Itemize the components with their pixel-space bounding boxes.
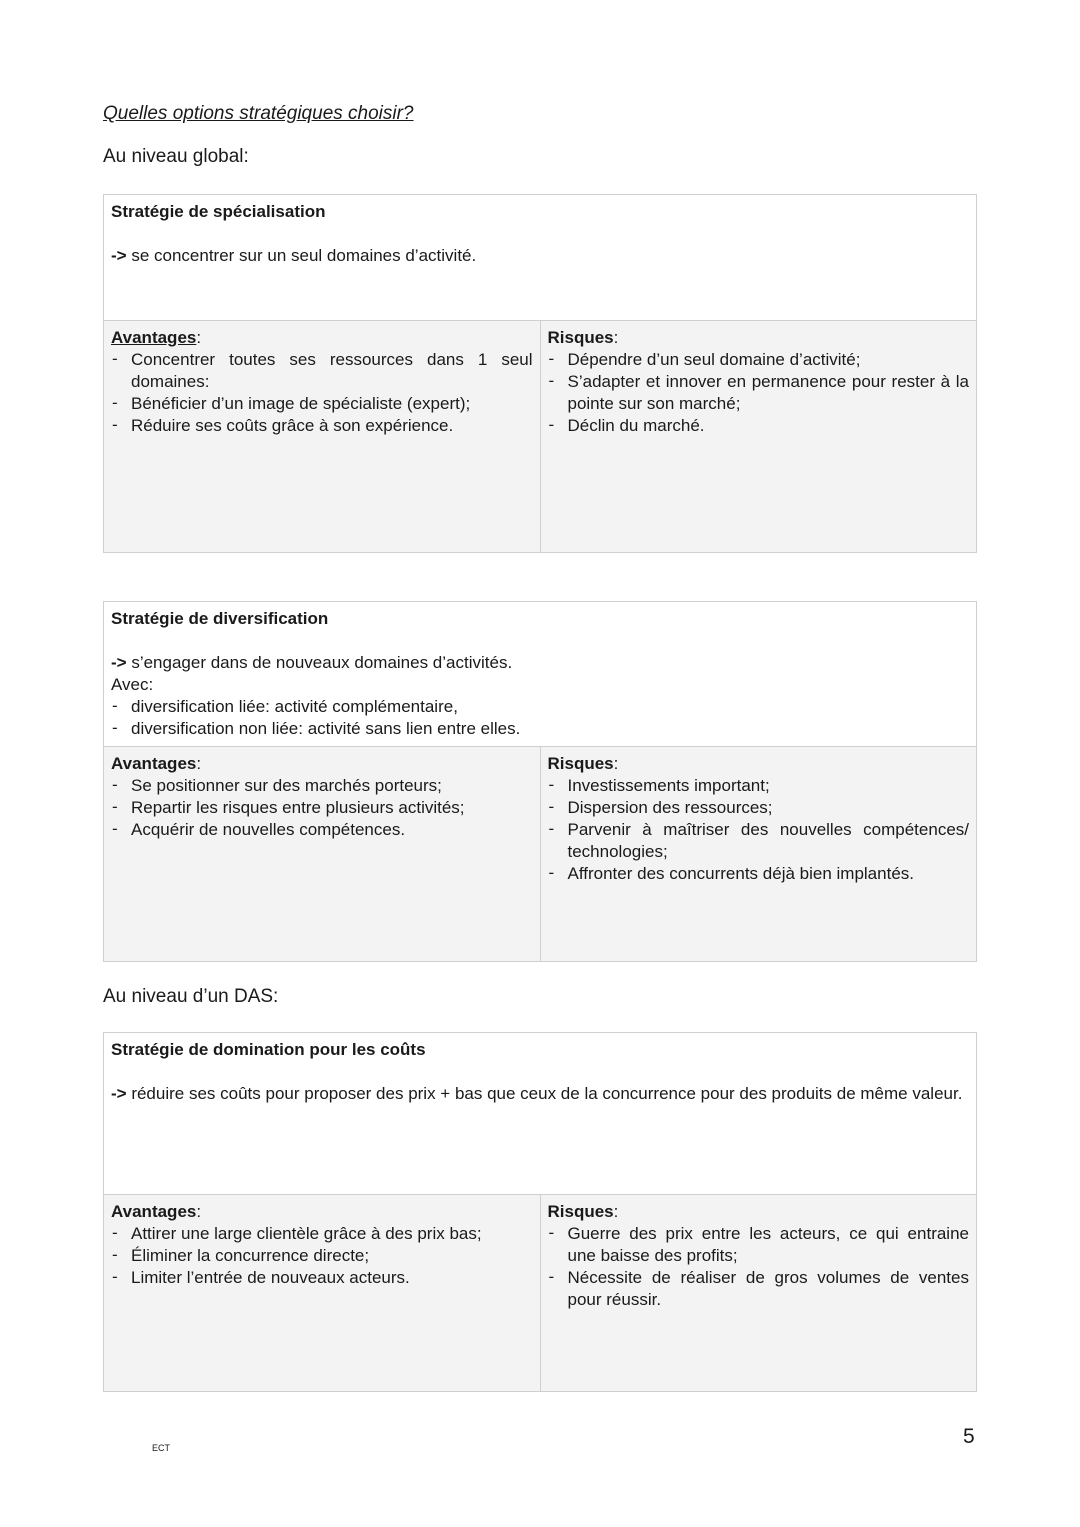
list-item: - Repartir les risques entre plusieurs activités;	[111, 797, 533, 819]
definition-list	[111, 696, 969, 740]
list-item: - Attirer une large clientèle grâce à des prix bas;	[111, 1223, 533, 1245]
list-item: - Éliminer la concurrence directe;	[111, 1245, 533, 1267]
strategy-definition-cell	[104, 1033, 977, 1195]
list-item: - Guerre des prix entre les acteurs, ce qui entraine une baisse des profits;	[548, 1223, 970, 1267]
strategy-table-domination-couts	[103, 1032, 977, 1392]
strategy-heading: Stratégie de diversification	[111, 609, 329, 628]
risks-label: Risques	[547, 328, 614, 347]
advantages-cell	[104, 321, 541, 553]
list-item: - Nécessite de réaliser de gros volumes de ventes pour réussir.	[548, 1267, 970, 1311]
list-item: - Parvenir à maîtriser des nouvelles compétences/ technologies;	[548, 819, 970, 863]
list-item: - Réduire ses coûts grâce à son expérience.	[111, 415, 533, 437]
footer-label: ECT	[152, 1443, 170, 1453]
level-das-heading: Au niveau d’un DAS:	[103, 986, 279, 1007]
advantages-label: Avantages	[111, 1202, 197, 1221]
strategy-definition	[111, 1083, 969, 1105]
advantages-label: Avantages	[111, 754, 197, 773]
list-item: - Dépendre d’un seul domaine d’activité;	[548, 349, 970, 371]
strategy-heading: Stratégie de spécialisation	[111, 202, 326, 221]
definition-text: réduire ses coûts pour proposer des prix + bas que ceux de la concurrence pour des produits de même valeur.	[126, 1084, 963, 1103]
arrow-marker: ->	[111, 246, 127, 265]
page-number: 5	[963, 1425, 975, 1448]
list-item: - diversification non liée: activité sans lien entre elles.	[111, 718, 969, 740]
strategy-definition	[111, 652, 969, 674]
strategy-definition-cell	[104, 602, 977, 747]
advantages-label-line: Avantages:	[111, 754, 202, 773]
list-item: - Déclin du marché.	[548, 415, 970, 437]
advantages-label-line: Avantages:	[111, 328, 202, 347]
list-item: - Bénéficier d’un image de spécialiste (expert);	[111, 393, 533, 415]
definition-text: s’engager dans de nouveaux domaines d’activités.	[126, 653, 513, 672]
strategy-definition	[111, 245, 969, 267]
list-item: - Affronter des concurrents déjà bien implantés.	[548, 863, 970, 885]
risks-label-line: Risques:	[547, 754, 619, 773]
risks-label-line: Risques:	[547, 1202, 619, 1221]
advantages-cell	[104, 1195, 541, 1392]
list-item: - Limiter l’entrée de nouveaux acteurs.	[111, 1267, 533, 1289]
strategy-table-diversification	[103, 601, 977, 962]
risks-list	[548, 775, 970, 885]
risks-cell	[540, 1195, 977, 1392]
advantages-list	[111, 349, 533, 437]
risks-cell	[540, 747, 977, 962]
risks-cell	[540, 321, 977, 553]
level-global-heading: Au niveau global:	[103, 146, 249, 167]
risks-label: Risques	[547, 754, 614, 773]
section-title: Quelles options stratégiques choisir?	[103, 103, 414, 124]
advantages-cell	[104, 747, 541, 962]
risks-label-line: Risques:	[547, 328, 619, 347]
list-item: - Dispersion des ressources;	[548, 797, 970, 819]
risks-list	[548, 1223, 970, 1311]
arrow-marker: ->	[111, 653, 127, 672]
strategy-table-specialisation	[103, 194, 977, 553]
strategy-definition-cell	[104, 195, 977, 321]
list-item: - Acquérir de nouvelles compétences.	[111, 819, 533, 841]
advantages-list	[111, 775, 533, 841]
list-item: - Se positionner sur des marchés porteurs;	[111, 775, 533, 797]
list-item: - diversification liée: activité complémentaire,	[111, 696, 969, 718]
list-item: - S’adapter et innover en permanence pour rester à la pointe sur son marché;	[548, 371, 970, 415]
risks-label: Risques	[547, 1202, 614, 1221]
arrow-marker: ->	[111, 1084, 127, 1103]
list-item: - Concentrer toutes ses ressources dans 1 seul domaines:	[111, 349, 533, 393]
risks-list	[548, 349, 970, 437]
list-item: - Investissements important;	[548, 775, 970, 797]
advantages-label: Avantages	[111, 328, 197, 347]
strategy-heading: Stratégie de domination pour les coûts	[111, 1040, 426, 1059]
advantages-list	[111, 1223, 533, 1289]
definition-intro: Avec:	[111, 675, 154, 694]
advantages-label-line: Avantages:	[111, 1202, 202, 1221]
definition-text: se concentrer sur un seul domaines d’activité.	[126, 246, 477, 265]
